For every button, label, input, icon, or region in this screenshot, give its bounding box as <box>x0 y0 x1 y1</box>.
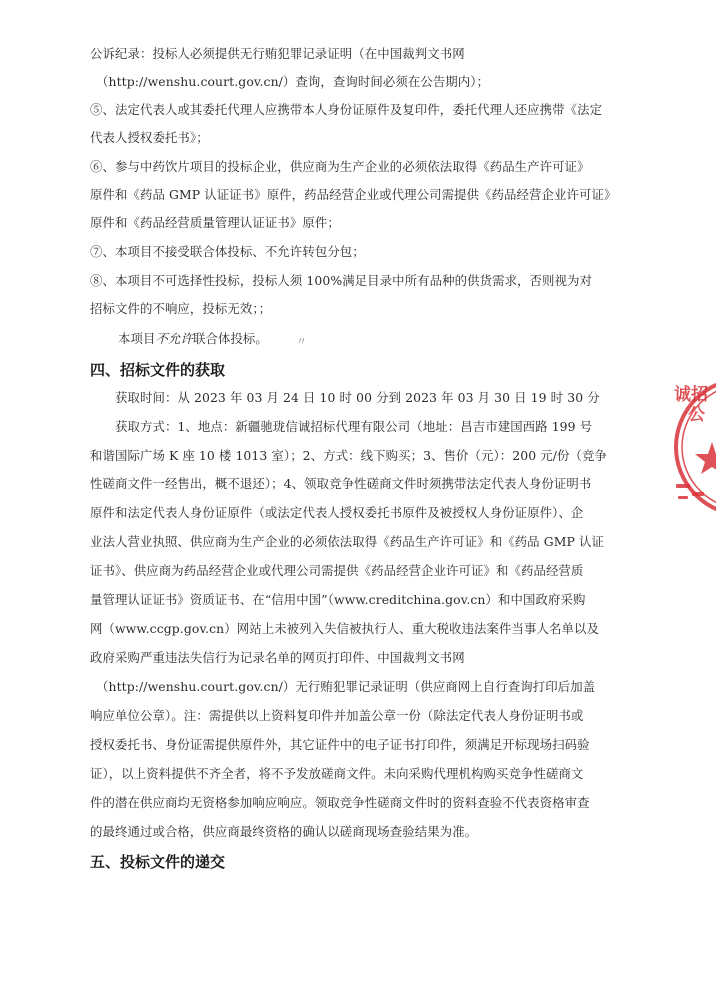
no-consortium-emphasis: 不允许 <box>155 331 193 346</box>
acquisition-method-l13: 证），以上资料提供不齐全者，将不予发放磋商文件。未向采购代理机构购买竞争性磋商文 <box>90 766 584 781</box>
acquisition-method-l8: 网（www.ccgp.gov.cn）网站上未被列入失信被执行人、重大税收违法案件当事人名单以及 <box>90 621 599 636</box>
item-6-l1: ⑥、参与中药饮片项目的投标企业，供应商为生产企业的必须依法取得《药品生产许可证》 <box>90 159 590 174</box>
item-5-l1: ⑤、法定代表人或其委托代理人应携带本人身份证原件及复印件，委托代理人还应携带《法定 <box>90 102 603 117</box>
acquisition-method-l4: 原件和法定代表人身份证原件（或法定代表人授权委托书原件及被授权人身份证原件）、企 <box>90 505 584 520</box>
para-criminal-record-l1: 公诉纪录：投标人必须提供无行贿犯罪记录证明（在中国裁判文书网 <box>90 46 465 61</box>
item-7-l1: ⑦、本项目不接受联合体投标、不允许转包分包； <box>90 244 365 259</box>
acquisition-method-l12: 授权委托书、身份证需提供原件外，其它证件中的电子证书打印件，须满足开标现场扫码验 <box>90 737 590 752</box>
company-seal <box>668 372 716 522</box>
acquisition-method-l15: 的最终通过或合格，供应商最终资格的确认以磋商现场查验结果为准。 <box>90 824 478 839</box>
no-consortium-note: 本项目不允许联合体投标。 <box>118 331 268 346</box>
acquisition-method-l2: 和谐国际广场 K 座 10 楼 1013 室）；2、方式：线下购买；3、售价（元）：200 元/份（竞争 <box>90 448 608 463</box>
acquisition-method-l3: 性磋商文件一经售出，概不退还）；4、领取竞争性磋商文件时须携带法定代表人身份证明书 <box>90 476 592 491</box>
acquisition-method-l11: 响应单位公章）。注：需提供以上资料复印件并加盖公章一份（除法定代表人身份证明书或 <box>90 708 584 723</box>
acquisition-method-l10: （http://wenshu.court.gov.cn/）无行贿犯罪记录证明（供应商网上自行查询打印后加盖 <box>96 679 596 694</box>
acquisition-method-l14: 件的潜在供应商均无资格参加响应响应。领取竞争性磋商文件时的资料查验不代表资格审查 <box>90 795 590 810</box>
para-criminal-record-l2: （http://wenshu.court.gov.cn/）查询，查询时间必须在公告期内）； <box>96 74 490 89</box>
acquisition-time: 获取时间：从 2023 年 03 月 24 日 10 时 00 分到 2023 年 03 月 30 日 19 时 30 分 <box>115 390 600 405</box>
acquisition-method-l6: 证书》、供应商为药品经营企业或代理公司需提供《药品经营企业许可证》和《药品经营质 <box>90 563 584 578</box>
acquisition-method-l1: 获取方式：1、地点：新疆驰珑信诚招标代理有限公司（地址：昌吉市建国西路 199 号 <box>115 419 593 434</box>
acquisition-method-l5: 业法人营业执照、供应商为生产企业的必须依法取得《药品生产许可证》和《药品 GMP 认证 <box>90 534 604 549</box>
acquisition-method-l9: 政府采购严重违法失信行为记录名单的网页打印件、中国裁判文书网 <box>90 650 465 665</box>
item-8-l1: ⑧、本项目不可选择性投标，投标人须 100%满足目录中所有品种的供货需求，否则视为对 <box>90 273 593 288</box>
item-6-l3: 原件和《药品经营质量管理认证证书》原件； <box>90 215 340 230</box>
seal-text-mid: 公 <box>688 405 705 425</box>
seal-text-top: 诚招 <box>674 385 708 405</box>
item-6-l2: 原件和《药品 GMP 认证证书》原件，药品经营企业或代理公司需提供《药品经营企业许可证》 <box>90 187 617 202</box>
item-8-l2: 招标文件的不响应，投标无效；； <box>90 301 272 316</box>
section-4-heading: 四、招标文件的获取 <box>90 361 226 379</box>
seal-script-mark <box>676 484 690 488</box>
item-5-l2: 代表人授权委托书》； <box>90 130 209 145</box>
stray-mark: 〃 <box>296 335 307 348</box>
section-5-heading: 五、投标文件的递交 <box>90 853 226 871</box>
seal-star-icon <box>695 442 716 474</box>
acquisition-method-l7: 量管理认证证书》资质证书、在“信用中国”（www.creditchina.gov.cn）和中国政府采购 <box>90 592 586 607</box>
